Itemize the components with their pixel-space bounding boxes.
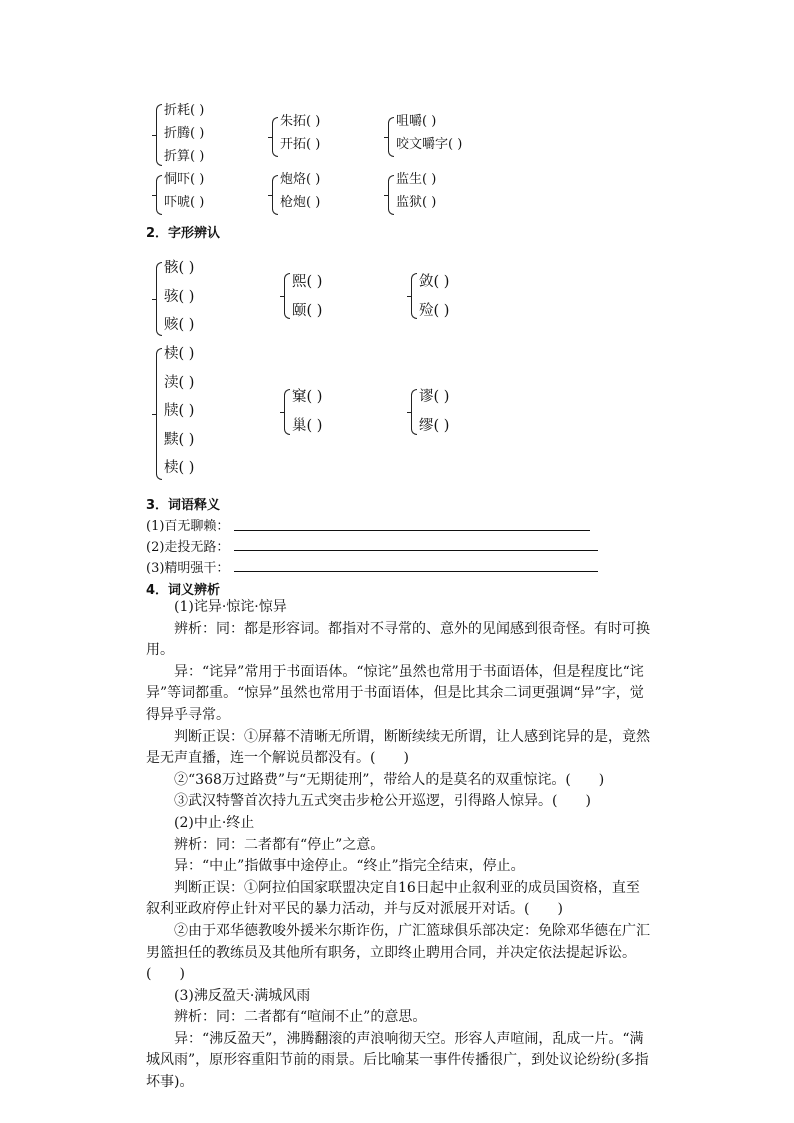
brace [411,273,417,319]
pron-group-3 [396,110,462,156]
pron-item: 折耗( ) [164,103,205,118]
section-4-body [146,597,650,1094]
brace [411,389,417,435]
glyph-item: 巢( ) [292,417,323,434]
pron-item: 折算( ) [164,149,205,164]
pron-group-6 [396,168,436,214]
glyph-group-2 [292,268,322,325]
glyph-group-4 [164,340,194,483]
pron-group-5 [280,168,320,214]
paragraph: ②由于邓华德教唆外援米尔斯诈伤，广汇篮球俱乐部决定：免除邓华德在广汇男篮担任的教练员及其他所有职务，立即终止聘用合同，并决定依法提起诉讼。( ) [146,922,650,983]
glyph-item: 缪( ) [419,417,450,434]
brace [156,104,162,166]
glyph-item: 窠( ) [292,389,323,405]
pron-item: 咀嚼( ) [396,114,437,129]
paragraph: 判断正误：①阿拉伯国家联盟决定自16日起中止叙利亚的成员国资格，直至叙利亚政府停止针对平民的暴力活动，并与反对派展开对话。( ) [146,879,640,918]
brace [284,389,290,435]
glyph-item: 骸( ) [164,260,195,276]
paragraph: 异：“沸反盈天”，沸腾翻滚的声浪响彻天空。形容人声喧闹，乱成一片。“满城风雨”，原形容重阳节前的雨景。后比喻某一事件传播很广，到处议论纷纷(多指坏事)。 [146,1030,649,1091]
answer-line [234,550,598,551]
paragraph: 辨析：同：都是形容词。都指对不寻常的、意外的见闻感到很奇怪。有时可换用。 [146,620,650,659]
brace [388,117,394,157]
glyph-item: 殓( ) [419,302,450,319]
glyph-item: 椟( ) [164,346,195,362]
glyph-item: 熙( ) [292,274,323,290]
glyph-item: 渎( ) [164,374,195,391]
subheading: (3)沸反盈天·满城风雨 [174,987,311,1004]
brace [272,117,278,157]
subheading: (1)诧异·惊诧·惊异 [174,599,287,615]
paragraph: ③武汉特警首次持九五式突击步枪公开巡逻，引得路人惊异。( ) [174,793,591,810]
brace [284,273,290,319]
definition-label: (3)精明强干： [146,561,230,576]
pron-group-4 [164,168,204,214]
brace [156,175,162,215]
pron-group-1 [164,99,204,168]
definition-label: (1)百无聊赖： [146,519,230,534]
answer-line [234,530,590,531]
brace [156,348,162,480]
section-heading: 3．词语释义 [146,498,221,513]
glyph-item: 赅( ) [164,317,195,333]
pron-item: 朱拓( ) [280,114,321,129]
pron-item: 炮烙( ) [280,172,321,187]
glyph-item: 颐( ) [292,302,323,319]
paragraph: 辨析：同：二者都有“停止”之意。 [174,836,385,853]
pron-item: 监狱( ) [396,195,437,210]
pron-item: 恫吓( ) [164,172,205,187]
pron-item: 枪炮( ) [280,195,321,210]
pron-item: 监生( ) [396,172,437,187]
paragraph: 辨析：同：二者都有“喧闹不止”的意思。 [174,1009,427,1026]
paragraph: ②“368万过路费”与“无期徒刑”，带给人的是莫名的双重惊诧。( ) [174,771,605,788]
pron-group-2 [280,110,320,156]
answer-line [234,571,598,572]
paragraph: 异：“中止”指做事中途停止。“终止”指完全结束，停止。 [174,858,525,875]
glyph-item: 牍( ) [164,403,195,419]
glyph-item: 敛( ) [419,274,450,290]
glyph-group-1 [164,254,194,340]
section-heading: 2．字形辨认 [146,226,221,241]
glyph-item: 黩( ) [164,431,195,448]
brace [272,175,278,215]
glyph-group-6 [419,383,449,440]
subheading: (2)中止·终止 [174,814,255,831]
pron-item: 吓唬( ) [164,195,205,210]
glyph-group-3 [419,268,449,325]
glyph-item: 骇( ) [164,288,195,305]
brace [388,175,394,215]
pron-item: 折腾( ) [164,126,205,141]
glyph-group-5 [292,383,322,440]
section-heading: 4．词义辨析 [146,583,221,598]
brace [156,262,162,336]
pron-item: 咬文嚼字( ) [396,137,463,152]
paragraph: 异：“诧异”常用于书面语体。“惊诧”虽然也常用于书面语体，但是程度比“诧异”等词都重。“惊异”虽然也常用于书面语体，但是比其余二词更强调“异”字，觉得异乎寻常。 [146,663,644,723]
glyph-item: 椟( ) [164,460,195,476]
paragraph: 判断正误：①屏幕不清晰无所谓，断断续续无所谓，让人感到诧异的是，竟然是无声直播，连一个解说员都没有。( ) [146,728,650,767]
pron-item: 开拓( ) [280,137,321,152]
definition-label: (2)走投无路： [146,540,230,555]
glyph-item: 谬( ) [419,389,450,405]
